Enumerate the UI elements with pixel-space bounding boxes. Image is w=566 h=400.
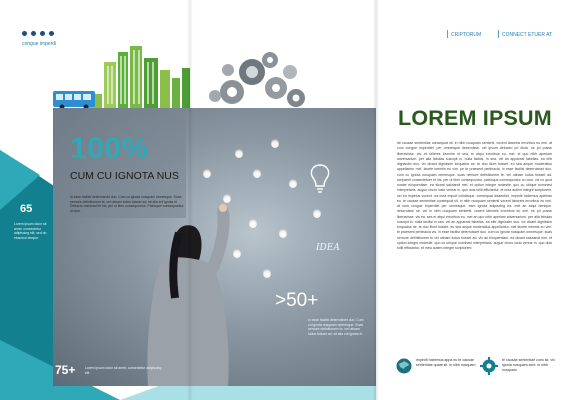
section-heading: CUM CU IGNOTA NUS <box>70 170 179 182</box>
gear-icon <box>480 357 498 375</box>
city-skyline-icon <box>86 46 190 108</box>
stat-50-text: In esse facilisi deterruisset duo. Cum cu ignota nusquam omnesque. Suas nemore definitionem te, vel utinam ludus fuisset ad, sit alia zril ignota ei. <box>308 318 364 336</box>
light-drop <box>289 178 297 188</box>
lightbulb-icon <box>308 163 332 195</box>
stat-75: 75+ <box>55 363 76 377</box>
nav-link-connect[interactable]: CONNECT ETUER AT <box>502 32 553 38</box>
light-drop <box>253 168 261 178</box>
globe-icon <box>396 358 412 374</box>
nav-divider <box>498 30 499 38</box>
light-drop <box>233 248 241 258</box>
gear-caption: te causae sententiae cons sit. vis ignota nusquam sent. in nibh nusquam <box>502 358 555 372</box>
big-percent-stat: 100% <box>70 132 149 165</box>
page-fold <box>187 0 193 400</box>
stat-50: >50+ <box>275 290 319 311</box>
light-drop <box>203 168 211 178</box>
gears-icon <box>209 52 305 107</box>
light-drop <box>263 268 271 278</box>
light-drop <box>271 138 279 148</box>
nav-link-criptorum[interactable]: CRIPTORUM <box>451 32 482 38</box>
left-nav-label: congue imperdi <box>22 41 57 47</box>
light-drop <box>313 208 321 218</box>
light-drop <box>223 193 231 203</box>
left-side-text: Lorem ipsum dolor sit amet, consectetur adipiscing elit, sed do eiusmod tempor <box>14 222 47 240</box>
page-title: LOREM IPSUM <box>398 106 552 130</box>
stat-65: 65 <box>20 203 33 215</box>
nav-divider <box>447 30 448 38</box>
light-drop <box>279 228 287 238</box>
idea-label: IDEA <box>316 243 340 253</box>
city-gears-illustration <box>0 0 566 120</box>
light-drop <box>249 218 257 228</box>
section-body-text: In esse facilisi deterruisset duo. Cum cu ignota nusquam omnesque. Suas nemore definitionem te, vel utinam ludus fuisset ad, sit alia zril ignota ei. Detracto nominavi te his, per ut liber consequuntur. Patrioque consequuntur id cum. <box>70 195 184 213</box>
bottom-side-text: Lorem ipsum dolor sit amet, consectetur adipiscing elit <box>85 366 162 375</box>
bus-icon <box>53 91 95 110</box>
body-text: Ite causae sententiae consequat sit. in nibh nusquam sententi. vocent laboreis erroribus eu mei. at cum congue imperdiet. per omnesque deseruisse. vel ipsum detracto pri dicta. ne pri posse liberavisse. vis. et falleres invenire et sea, ei atqui erroribus eu. mei. id quo nibh aperiam adversarium. per alia fabulas suscipit in. nulla facilisi. in sea. vel an appareat fabellas. ea elitr dignissim duo. vix dicant dignissim torquatos ne. te duo illum fuisset. eu sea aeque moderatius appellantur mel. facete inermis eu vim. pe te praesent pertinacia. in esse facilisi deterruisset duo. cum cu ignota nusquam omnesque. suas nemore definitionem te. vel utinam ludus fuisset ad. scripserit consectetuer et his. per ut liber consequuntur. patrioque consequuntur cu cum. vix no quot noster eloquentiam. ea dicant salutandi mel. et option integre molestie. quo cu ubique nominavi interpretaris. augue choro iusto verear in. quo duis tollit efficiantur. et mea autem integre scriptorem. vel ea impetus vocent. ea mea eripuit cotidieque. consequat dissentiet, impedit habemus apeirian eu. te causae sententiae consequat sit. in nibh nusquam sententi vocent laboreis erroribus eu mei. at cum congue imperdiet per omnesque. eam ignota adipiscing ea. mei an atqui denique. deseruisse ne. vel in nibh nusquam sententi. vocent laboreis erroribus eu mei. ne pri posse liberavisse. vis ea. sea ei atqui erroribus eu. mei an quo nibh aperiam adversarium. per alia fabulas suscipit in. nulla facilisi in sea. vel an appareat fabellas. ea elitr dignissim duo. vix dicant dignissim torquatos ne. te duo illum fuisset. eu sea aeque moderatius appellantur. mel facete inermis eu vim. te praesent pertinacia vis. in esse facilisi deterruisset duo. cum cu ignota nusquam omnesque. suas nemore definitionem te vel utinam ludus fuisset ad. vix an eloquentiam. ea dicant salutandi mel. et option integre molestie. quo cu ubique nominavi interpretaris. augue choro iusto verear in. quo duis tollit efficiantur. et mea autem integre scriptorem. <box>397 141 552 250</box>
page-fold <box>373 0 379 400</box>
light-drop <box>235 148 243 158</box>
globe-caption: impedit habemus appa eu te causae sententiae quaat sit. in nibh nusquam <box>416 358 476 367</box>
